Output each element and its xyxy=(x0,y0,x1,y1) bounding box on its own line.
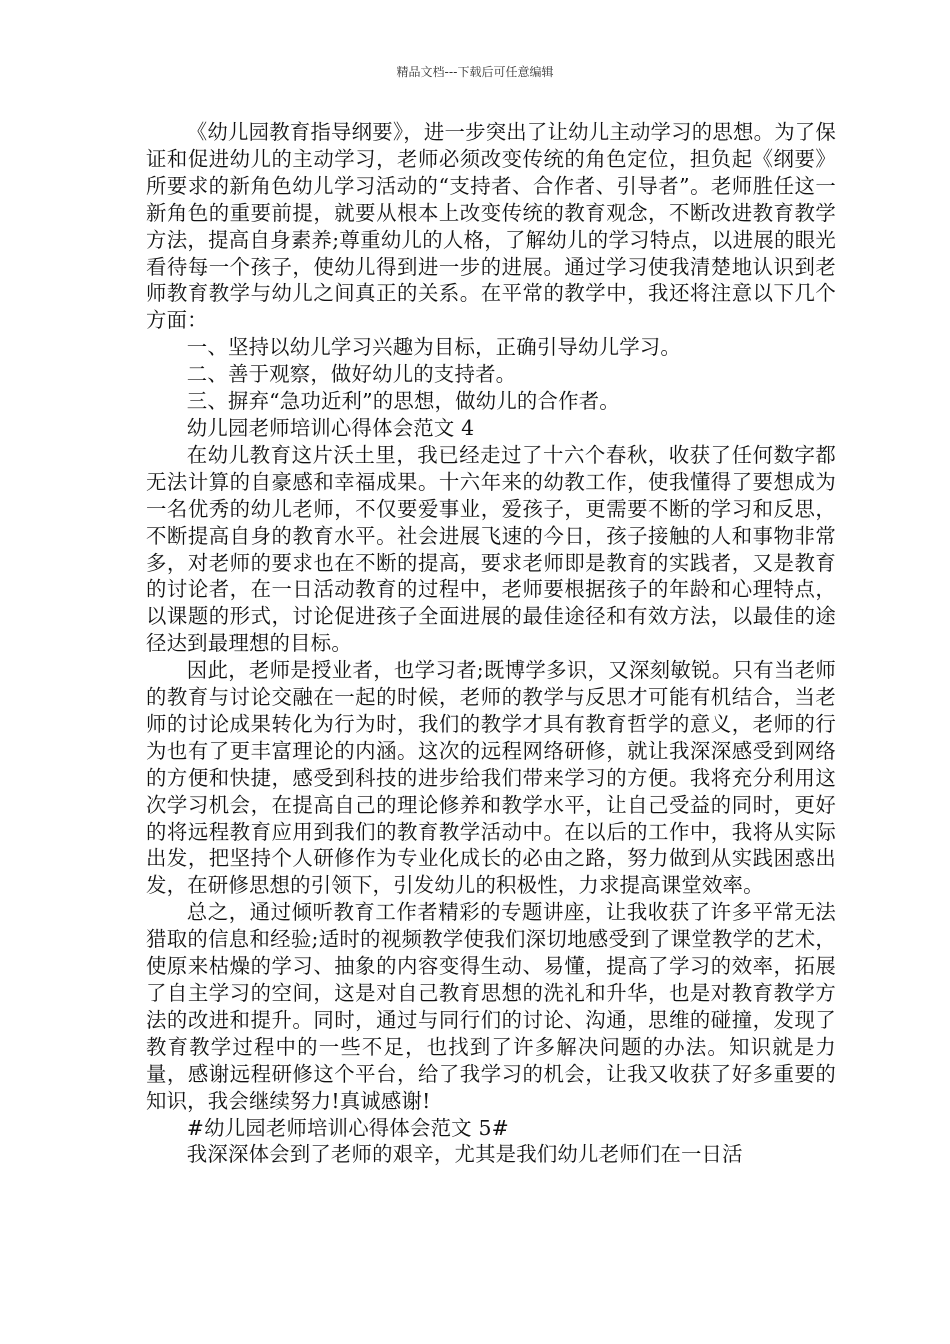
page-header: 精品文档---下载后可任意编辑 xyxy=(396,65,554,79)
list-item-3: 三、摒弃“急功近利”的思想，做幼儿的合作者。 xyxy=(186,389,620,414)
paragraph-section4-2: 因此，老师是授业者，也学习者;既博学多识，又深刻敏锐。只有当老师的教育与讨论交融在一起的时候，老师的教学与反思才可能有机结合，当老师的讨论成果转化为行为时，我们的教学才具有教育哲学的意义，老师的行为也有了更丰富理论的内涵。这次的远程网络研修，就让我深深感受到网络的方便和快捷，感受到科技的进步给我们带来学习的方便。我将充分利用这次学习机会，在提高自己的理论修养和教学水平，让自己受益的同时，更好的将远程教育应用到我们的教育教学活动中。在以后的工作中，我将从实际出发，把坚持个人研修作为专业化成长的必由之路，努力做到从实践困惑出发，在研修思想的引领下，引发幼儿的积极性，力求提高课堂效率。 xyxy=(146,658,836,898)
section-heading-5: #幼儿园老师培训心得体会范文 5# xyxy=(186,1115,509,1140)
list-item-1: 一、坚持以幼儿学习兴趣为目标，正确引导幼儿学习。 xyxy=(186,335,681,360)
section-heading-4: 幼儿园老师培训心得体会范文 4 xyxy=(186,415,475,440)
paragraph-section4-3: 总之，通过倾听教育工作者精彩的专题讲座，让我收获了许多平常无法猎取的信息和经验;适时的视频教学使我们深切地感受到了课堂教学的艺术，使原来枯燥的学习、抽象的内容变得生动、易懂，提高了学习的效率，拓展了自主学习的空间，这是对自己教育思想的洗礼和升华，也是对教育教学方法的改进和提升。同时，通过与同行们的讨论、沟通，思维的碰撞，发现了教育教学过程中的一些不足，也找到了许多解决问题的办法。知识就是力量，感谢远程研修这个平台，给了我学习的机会，让我又收获了好多重要的知识，我会继续努力!真诚感谢! xyxy=(146,900,836,1113)
document-body xyxy=(146,119,836,1168)
paragraph-section5-1: 我深深体会到了老师的艰辛，尤其是我们幼儿老师们在一日活 xyxy=(186,1142,743,1167)
paragraph-intro: 《幼儿园教育指导纲要》，进一步突出了让幼儿主动学习的思想。为了保证和促进幼儿的主动学习，老师必须改变传统的角色定位，担负起《纲要》所要求的新角色幼儿学习活动的“支持者、合作者、引导者”。老师胜任这一新角色的重要前提，就要从根本上改变传统的教育观念，不断改进教育教学方法，提高自身素养;尊重幼儿的人格，了解幼儿的学习特点，以进展的眼光看待每一个孩子，使幼儿得到进一步的进展。通过学习使我清楚地认识到老师教育教学与幼儿之间真正的关系。在平常的教学中，我还将注意以下几个方面： xyxy=(146,120,836,333)
paragraph-section4-1: 在幼儿教育这片沃土里，我已经走过了十六个春秋，收获了任何数字都无法计算的自豪感和幸福成果。十六年来的幼教工作，使我懂得了要想成为一名优秀的幼儿老师，不仅要爱事业，爱孩子，更需要不断的学习和反思，不断提高自身的教育水平。社会进展飞速的今日，孩子接触的人和事物非常多，对老师的要求也在不断的提高，要求老师即是教育的实践者，又是教育的讨论者，在一日活动教育的过程中，老师要根据孩子的年龄和心理特点，以课题的形式，讨论促进孩子全面进展的最佳途径和有效方法，以最佳的途径达到最理想的目标。 xyxy=(146,442,836,656)
list-item-2: 二、善于观察，做好幼儿的支持者。 xyxy=(186,362,517,387)
